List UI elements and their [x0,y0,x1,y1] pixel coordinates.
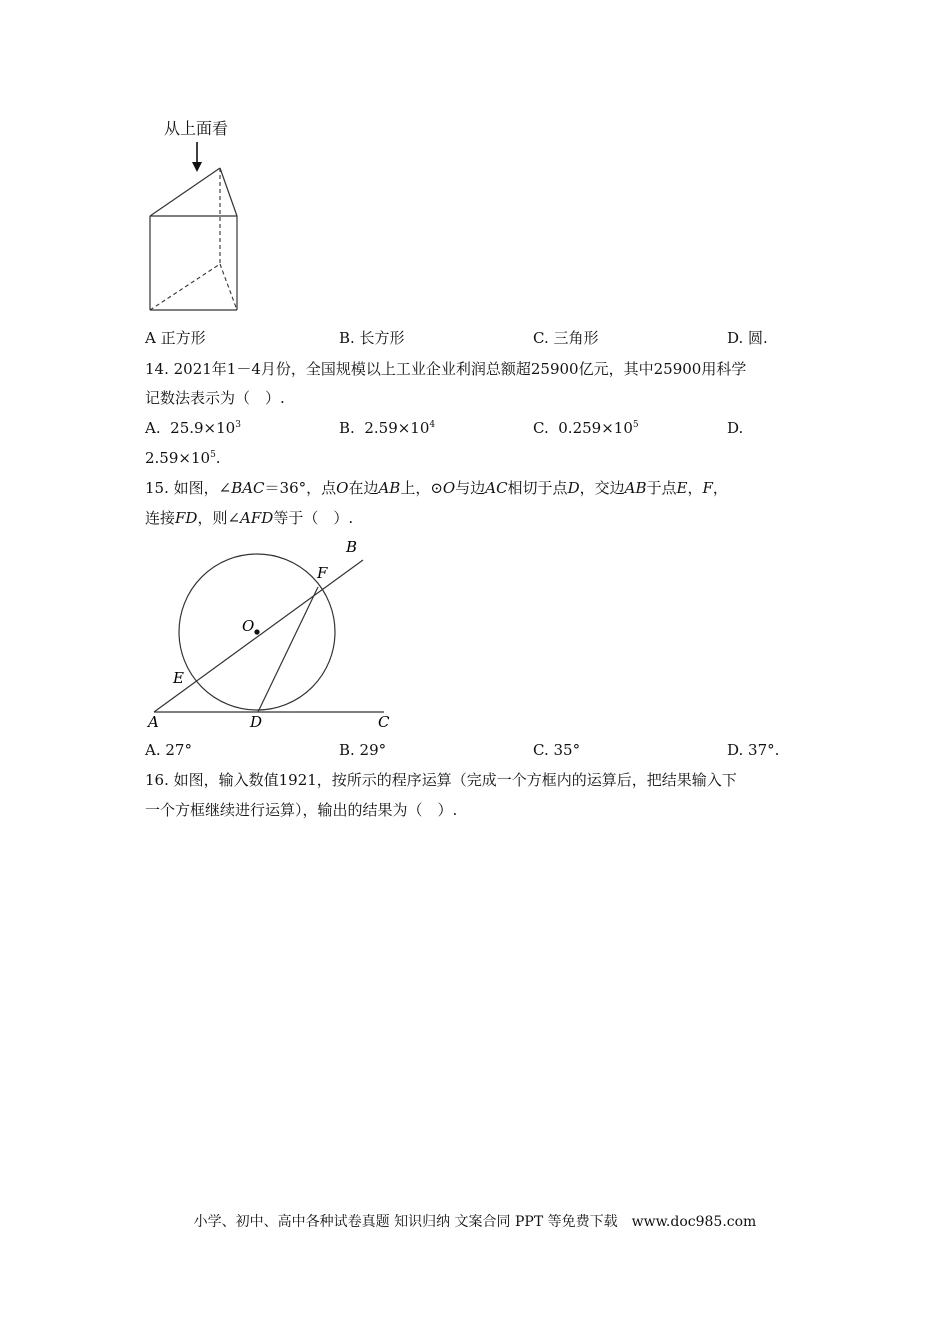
view-direction-label: 从上面看 [164,119,229,138]
q15-stem-line1: 15. 如图，∠BAC＝36°，点O在边AB上，⊙O与边AC相切于点D，交边AB于点E，F， [145,479,728,497]
q13-option-b: B. 长方形 [339,329,405,347]
q14-option-b: B. $2.59\times 10^4$ [339,419,436,437]
label-a: A [148,713,159,731]
q14-option-d: D. [727,419,744,437]
q13-option-a: A 正方形 [145,329,206,347]
center-point-o [254,629,259,634]
q14-option-c: C. $0.259\times 10^5$ [533,419,639,437]
segment-fd [258,587,318,712]
q15-option-c: C. 35° [533,741,581,759]
circle-tangent-figure [140,535,410,735]
label-f: F [317,564,328,582]
q14-option-d-value: $2.59\times 10^5$. [145,449,221,467]
q16-stem-line1: 16. 如图，输入数值1921，按所示的程序运算（完成一个方框内的运算后，把结果输入下 [145,771,737,789]
q14-stem-line1: 14. 2021年1－4月份，全国规模以上工业企业利润总额超25900亿元，其中25900用科学 [145,360,747,378]
view-arrow-head [192,162,202,172]
q14-option-a: A. $25.9\times 10^3$ [145,419,241,437]
q15-option-d: D. 37°. [727,741,780,759]
page-footer: 小学、初中、高中各种试卷真题 知识归纳 文案合同 PPT 等免费下载 www.doc985.com [193,1214,757,1230]
q13-option-d: D. 圆. [727,329,768,347]
label-e: E [173,669,184,687]
line-ab [154,560,363,712]
label-c: C [378,713,390,731]
q14-stem-line2: 记数法表示为（ ）. [145,389,285,407]
prism-figure [140,138,250,323]
label-d: D [250,713,263,731]
q15-option-a: A. 27° [145,741,192,759]
q15-option-b: B. 29° [339,741,387,759]
q13-option-c: C. 三角形 [533,329,599,347]
label-o: O [242,617,255,635]
q16-stem-line2: 一个方框继续进行运算），输出的结果为（ ）. [145,801,458,819]
label-b: B [346,538,358,556]
q15-stem-line2: 连接FD，则∠AFD等于（ ）. [145,509,354,527]
